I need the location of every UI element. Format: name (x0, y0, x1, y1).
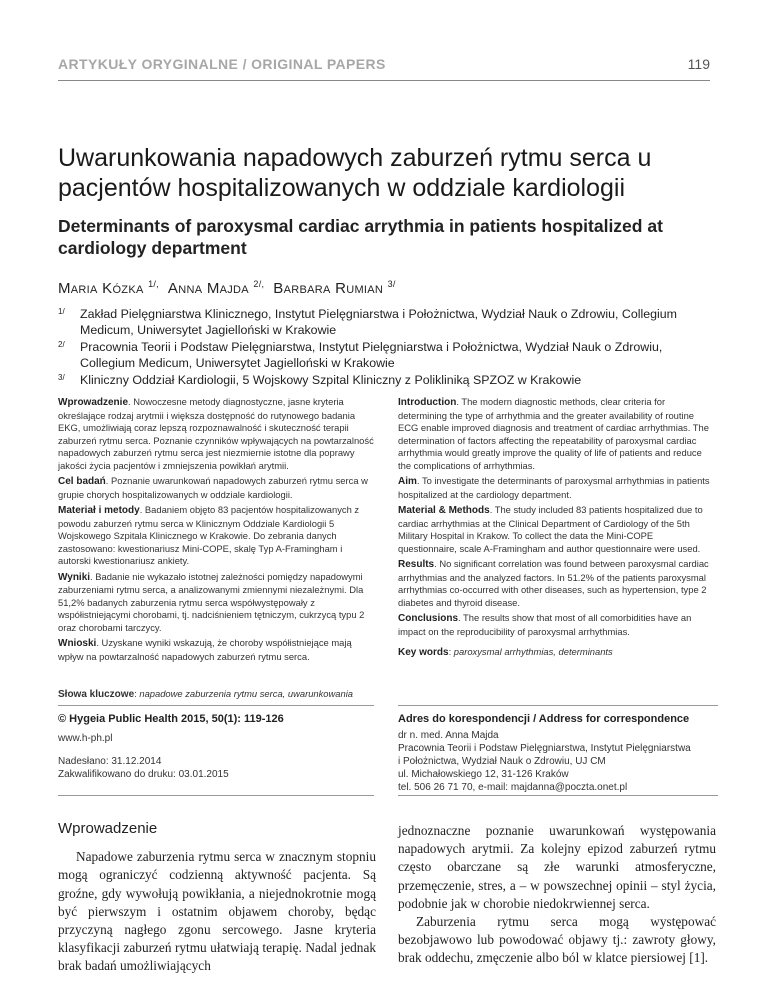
affiliation-text: Pracownia Teorii i Podstaw Pielęgniarstwa, Instytut Pielęgniarstwa i Położnictwa, Wydział Nauk o Zdrowiu, Collegium Medicum, Uniwersytet Jagielloński w Krakowie (80, 339, 663, 371)
body-paragraph: Napadowe zaburzenia rytmu serca w znacznym stopniu mogą ograniczyć codzienną aktywność pacjenta. Są groźne, gdy wywołują powikłania, a niejednokrotnie mogą być pierwszym i ostatnim objawem choroby, będąc przyczyną nagłego zgonu sercowego. Jasne kryteria klasyfikacji zaburzeń rytmu ułatwiają terapię. Nadal jednak brak badań umożliwiających (58, 849, 376, 974)
article-title-pl: Uwarunkowania napadowych zaburzeń rytmu serca u pacjentów hospitalizowanych w oddziale kardiologii (58, 144, 652, 202)
abstract-paragraph (58, 396, 374, 472)
author-affil-mark: 1/, (148, 279, 159, 289)
keywords-separator: : (134, 688, 140, 699)
abstract-label: Conclusions (398, 613, 459, 624)
divider (58, 795, 374, 796)
abstract-label: Cel badań (58, 476, 106, 487)
journal-info (58, 713, 374, 781)
abstract-text: . Badanie nie wykazało istotnej zależności pomiędzy napadowymi zaburzeniami rytmu serca, a analizowanymi zmiennymi niezależnymi. Dla 51,2% badanych zaburzenia rytmu serca współwystępowały z współistniejącymi chorobami, tj. nadciśnieniem tętniczym, cukrzycą typu 2 oraz chorobami tarczycy. (58, 570, 365, 633)
affiliation (58, 306, 710, 339)
received-date: Nadesłano: 31.12.2014 (58, 756, 162, 767)
keywords-label: Słowa kluczowe (58, 689, 135, 700)
abstract-text: . To investigate the determinants of paroxysmal arrhythmias in patients hospitalized at the cardiology department. (398, 475, 710, 500)
body-paragraph: Zaburzenia rytmu serca mogą występować bezobjawowo lub powodować objawy tj.: zawroty głowy, brak oddechu, zmęczenie albo ból w klatce piersiowej [1]. (398, 914, 716, 966)
abstract-paragraph (398, 558, 714, 609)
correspondence-line: Pracownia Teorii i Podstaw Pielęgniarstwa, Instytut Pielęgniarstwa (398, 743, 691, 754)
author-name: Maria Kózka (58, 280, 144, 297)
journal-url[interactable]: www.h-ph.pl (58, 733, 113, 744)
header-rule (58, 80, 710, 81)
section-label: ARTYKUŁY ORYGINALNE / ORIGINAL PAPERS (58, 56, 386, 72)
divider (58, 705, 374, 706)
abstract-text: . Uzyskane wyniki wskazują, że choroby współistniejące mają wpływ na powtarzalność napadowych zaburzeń rytmu serca. (58, 637, 352, 662)
keywords-en (398, 646, 714, 660)
abstract-label: Wyniki (58, 571, 91, 583)
affiliation-list (58, 306, 710, 388)
author-name: Barbara Rumian (273, 280, 384, 297)
affiliation (58, 372, 710, 388)
affiliation-text: Zakład Pielęgniarstwa Klinicznego, Instytut Pielęgniarstwa i Położnictwa, Wydział Nauk o Zdrowiu, Collegium Medicum, Uniwersytet Jagielloński w Krakowie (80, 307, 677, 338)
article-title-en: Determinants of paroxysmal cardiac arrythmia in patients hospitalized at cardiology department (58, 216, 663, 258)
abstract-label: Introduction (398, 397, 457, 408)
abstract-paragraph (398, 612, 714, 638)
author-affil-mark: 3/ (387, 279, 396, 289)
abstract-paragraph (58, 475, 374, 501)
abstract-text: . Poznanie uwarunkowań napadowych zaburzeń rytmu serca w grupie chorych hospitalizowanych w oddziale kardiologii. (58, 475, 368, 500)
abstract-text: . The results show that most of all comorbidities have an impact on the reproducibility of paroxysmal arrhythmias. (398, 612, 692, 637)
affiliation (58, 339, 710, 372)
correspondence-heading: Adres do korespondencji / Address for correspondence (398, 713, 690, 725)
keywords-pl (58, 688, 353, 700)
author-affil-mark: 2/, (253, 279, 265, 289)
abstract-label: Wprowadzenie (58, 397, 129, 408)
abstract-label: Results (398, 559, 435, 570)
abstract-pl (58, 396, 374, 666)
keywords-text: napadowe zaburzenia rytmu serca, uwarunkowania (139, 688, 354, 699)
accepted-date: Zakwalifikowano do druku: 03.01.2015 (58, 769, 229, 780)
abstract-paragraph (398, 475, 714, 501)
affiliation-mark: 2/ (58, 339, 65, 349)
section-heading: Wprowadzenie (58, 820, 158, 837)
body-paragraph: jednoznaczne poznanie uwarunkowań występowania napadowych arytmii. Za kolejny epizod zaburzeń rytmu często obarczane są złe warunki atmosferyczne, przemęczenie, stres, a – w powszechnej opinii – styl życia, podobnie jak w chorobie niedokrwiennej serca. (398, 823, 716, 911)
affiliation-mark: 3/ (58, 372, 65, 382)
divider (398, 795, 718, 796)
affiliation-text: Kliniczny Oddział Kardiologii, 5 Wojskowy Szpital Kliniczny z Polikliniką SPZOZ w Krakowie (80, 372, 582, 387)
journal-citation: © Hygeia Public Health 2015, 50(1): 119-126 (58, 713, 284, 725)
abstract-text: . The study included 83 patients hospitalized due to cardiac arrhythmias at the Clinical Department of Cardiology of the 5th Military Hospital in Krakow. To collect the data the Mini-COPE questionnaire, scale A-Framingham and author questionnaire were used. (398, 504, 703, 554)
correspondence-line: tel. 506 26 71 70, e-mail: majdanna@poczta.onet.pl (398, 782, 628, 793)
abstract-en (398, 396, 714, 663)
keywords-separator: : (448, 646, 454, 657)
abstract-text: . No significant correlation was found between paroxysmal cardiac arrhythmias and the analyzed factors. In 51.2% of the patients paroxysmal arrhythmias co-occurred with other diseases, such as hypertension, type 2 diabetes and thyroid disease. (398, 558, 709, 608)
abstract-paragraph (398, 504, 714, 555)
divider (398, 705, 718, 706)
abstract-paragraph (58, 571, 374, 635)
abstract-paragraph (398, 396, 714, 472)
correspondence-block (398, 713, 718, 794)
abstract-text: . Badaniem objęto 83 pacjentów hospitalizowanych z powodu zaburzeń rytmu serca w Klinicznym Oddziale Kardiologii 5 Wojskowego Szpitala Klinicznego w Krakowie. Do zebrania danych zastosowano: kwestionariusz Mini-COPE, skalę Typ A-Framingham i autorski kwestionariusz ankiety. (58, 504, 360, 566)
keywords-label: Key words (398, 647, 449, 658)
body-column-right (398, 822, 716, 968)
correspondence-line: i Położnictwa, Wydział Nauk o Zdrowiu, UJ CM (398, 756, 606, 767)
abstract-label: Aim (398, 476, 417, 487)
author-list (58, 279, 728, 297)
abstract-paragraph (58, 504, 374, 568)
abstract-label: Wnioski (58, 638, 97, 649)
page-number: 119 (687, 56, 710, 72)
correspondence-line: dr n. med. Anna Majda (398, 730, 499, 741)
affiliation-mark: 1/ (58, 307, 65, 316)
abstract-text: . The modern diagnostic methods, clear criteria for determining the type of arrhythmia and the greater availability of routine ECG enable improved diagnosis and treatment of cardiac arrhythmias. The determination of factors affecting the repeatability of paroxysmal cardiac arrhythmia would greatly improve the quality of life of patients and reduce the complications of arrhythmias. (398, 396, 709, 471)
abstract-text: . Nowoczesne metody diagnostyczne, jasne kryteria określające rodzaj arytmii i większa dostępność do rutynowego badania EKG, umożliwiają coraz lepszą rozpoznawalność i skuteczność terapii zaburzeń rytmu serca. Poznanie czynników wpływających na powtarzalność napadowych zaburzeń rytmu serca jest niezmiernie istotne dla poprawy jakości życia pacjentów i zmniejszenia powikłań arytmii. (58, 396, 374, 471)
keywords-text: paroxysmal arrhythmias, determinants (453, 646, 613, 657)
abstract-paragraph (58, 637, 374, 663)
abstract-label: Material & Methods (398, 505, 490, 516)
author-name: Anna Majda (167, 280, 249, 297)
abstract-label: Materiał i metody (58, 505, 140, 516)
body-column-left (58, 820, 376, 976)
correspondence-line: ul. Michałowskiego 12, 31-126 Kraków (398, 769, 569, 780)
running-header (58, 56, 710, 78)
